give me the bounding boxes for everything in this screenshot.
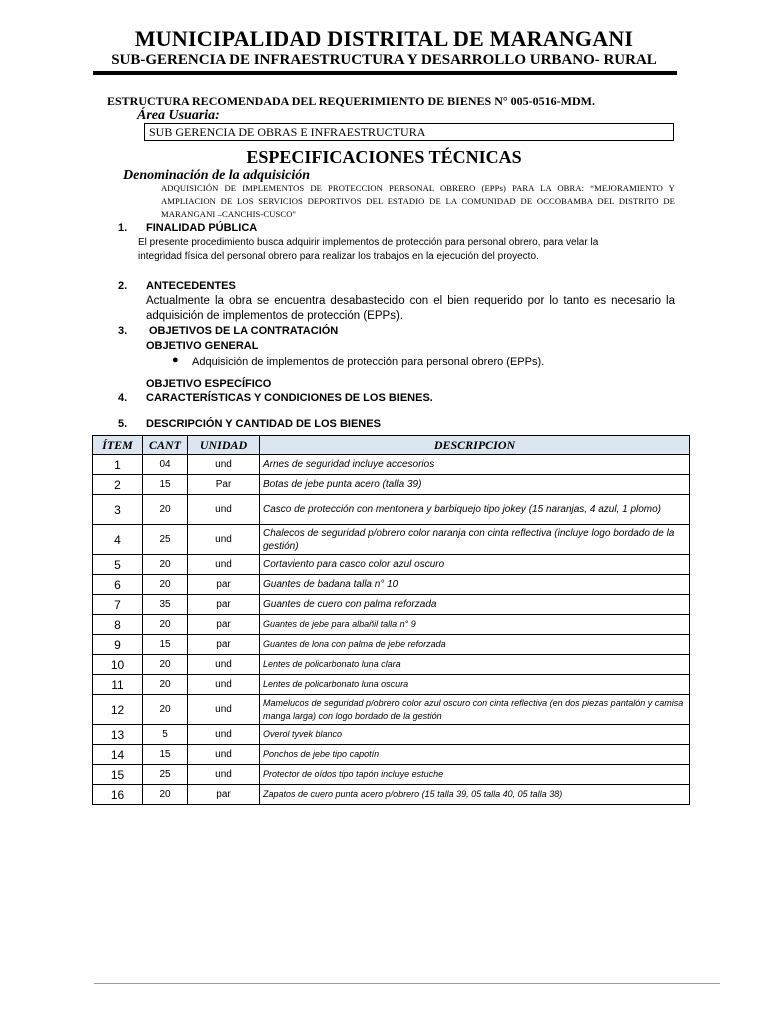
denomination-label: Denominación de la adquisición [123, 168, 311, 183]
document-subtitle: SUB-GERENCIA DE INFRAESTRUCTURA Y DESARROLLO URBANO- RURAL [111, 52, 657, 68]
denomination-text: ADQUISICIÓN DE IMPLEMENTOS DE PROTECCION PERSONAL OBRERO (EPPs) PARA LA OBRA: “MEJORAMIENTO Y AMPLIACION DE LOS SERVICIOS DEPORTIVOS DEL ESTADIO DE LA COMUNIDAD DE OCCOBAMBA DEL DISTRITO DE MARANGANI –CANCHIS-CUSCO" [161, 183, 675, 219]
cant-cell: 20 [143, 495, 188, 525]
desc-cell: Lentes de policarbonato luna clara [260, 655, 690, 675]
cant-cell: 15 [143, 745, 188, 765]
header-rule [93, 71, 677, 75]
unit-cell: und [188, 525, 260, 555]
item-cell: 15 [93, 765, 143, 785]
table-row [93, 655, 690, 675]
table-row [93, 615, 690, 635]
desc-cell: Botas de jebe punta acero (talla 39) [260, 475, 690, 495]
cant-cell: 20 [143, 785, 188, 805]
table-row [93, 635, 690, 655]
item-cell: 10 [93, 655, 143, 675]
section-5-title: DESCRIPCIÓN Y CANTIDAD DE LOS BIENES [146, 418, 381, 430]
desc-cell: Guantes de badana talla n° 10 [260, 575, 690, 595]
table-header-row [93, 436, 690, 455]
desc-cell: Guantes de lona con palma de jebe reforzada [260, 635, 690, 655]
cant-cell: 20 [143, 555, 188, 575]
header-cant: CANT [143, 436, 188, 455]
item-cell: 1 [93, 455, 143, 475]
unit-cell: und [188, 675, 260, 695]
area-box [144, 123, 674, 141]
item-cell: 6 [93, 575, 143, 595]
item-cell: 11 [93, 675, 143, 695]
unit-cell: und [188, 495, 260, 525]
unit-cell: Par [188, 475, 260, 495]
section-2-text: Actualmente la obra se encuentra desabastecido con el bien requerido por lo tanto es necesario la adquisición de implementos de protección (EPPs). [146, 295, 675, 322]
area-label: Área Usuaria: [137, 108, 220, 123]
unit-cell: par [188, 615, 260, 635]
section-2-title: ANTECEDENTES [146, 280, 236, 292]
cant-cell: 20 [143, 655, 188, 675]
item-cell: 14 [93, 745, 143, 765]
cant-cell: 5 [143, 725, 188, 745]
item-cell: 8 [93, 615, 143, 635]
unit-cell: par [188, 575, 260, 595]
header-unidad: UNIDAD [188, 436, 260, 455]
header-item: ÍTEM [93, 436, 143, 455]
unit-cell: par [188, 595, 260, 615]
table-row [93, 495, 690, 525]
cant-cell: 20 [143, 675, 188, 695]
table-row [93, 785, 690, 805]
cant-cell: 20 [143, 615, 188, 635]
section-1-text: El presente procedimiento busca adquirir implementos de protección para personal obrero, para velar la integridad física del personal obrero para realizar los trabajos en la ejecución del proyecto. [138, 237, 599, 262]
item-cell: 3 [93, 495, 143, 525]
item-cell: 5 [93, 555, 143, 575]
table-row [93, 745, 690, 765]
unit-cell: und [188, 455, 260, 475]
unit-cell: und [188, 555, 260, 575]
item-cell: 16 [93, 785, 143, 805]
section-4-title: CARACTERÍSTICAS Y CONDICIONES DE LOS BIENES. [146, 392, 433, 404]
cant-cell: 20 [143, 695, 188, 725]
cant-cell: 04 [143, 455, 188, 475]
section-1-number: 1. [118, 222, 128, 234]
table-row [93, 525, 690, 555]
item-cell: 7 [93, 595, 143, 615]
bullet-icon: ● [172, 354, 179, 366]
section-2-number: 2. [118, 280, 128, 292]
table-row [93, 555, 690, 575]
section-5-number: 5. [118, 418, 128, 430]
cant-cell: 15 [143, 475, 188, 495]
desc-cell: Guantes de jebe para albañil talla n° 9 [260, 615, 690, 635]
cant-cell: 25 [143, 765, 188, 785]
header-descripcion: DESCRIPCION [260, 436, 690, 455]
section-4-number: 4. [118, 392, 128, 404]
desc-cell: Arnes de seguridad incluye accesorios [260, 455, 690, 475]
unit-cell: und [188, 695, 260, 725]
unit-cell: und [188, 765, 260, 785]
section-3-title: OBJETIVOS DE LA CONTRATACIÓN [149, 325, 339, 337]
table-row [93, 475, 690, 495]
unit-cell: und [188, 745, 260, 765]
desc-cell: Protector de oídos tipo tapón incluye estuche [260, 765, 690, 785]
general-objective-text: Adquisición de implementos de protección para personal obrero (EPPs). [192, 356, 545, 368]
desc-cell: Chalecos de seguridad p/obrero color naranja con cinta reflectiva (incluye logo bordado de la gestión) [260, 525, 690, 555]
table-row [93, 765, 690, 785]
table-row [93, 675, 690, 695]
section-3-number: 3. [118, 325, 128, 337]
item-cell: 2 [93, 475, 143, 495]
specific-objective-label: OBJETIVO ESPECÍFICO [146, 378, 272, 390]
cant-cell: 15 [143, 635, 188, 655]
cant-cell: 20 [143, 575, 188, 595]
item-cell: 12 [93, 695, 143, 725]
desc-cell: Zapatos de cuero punta acero p/obrero (15 talla 39, 05 talla 40, 05 talla 38) [260, 785, 690, 805]
unit-cell: und [188, 725, 260, 745]
table-row [93, 575, 690, 595]
table-row [93, 455, 690, 475]
desc-cell: Cortaviento para casco color azul oscuro [260, 555, 690, 575]
item-cell: 13 [93, 725, 143, 745]
unit-cell: par [188, 635, 260, 655]
requirement-line: ESTRUCTURA RECOMENDADA DEL REQUERIMIENTO DE BIENES N° 005-0516-MDM. [107, 94, 595, 108]
item-cell: 4 [93, 525, 143, 555]
table-row [93, 595, 690, 615]
desc-cell: Casco de protección con mentonera y barbiquejo tipo jokey (15 naranjas, 4 azul, 1 plomo) [260, 495, 690, 525]
desc-cell: Mamelucos de seguridad p/obrero color azul oscuro con cinta reflectiva (en dos piezas pantalón y camisa manga larga) con logo bordado de la gestión [260, 695, 690, 725]
spec-title: ESPECIFICACIONES TÉCNICAS [246, 147, 522, 167]
desc-cell: Ponchos de jebe tipo capotín [260, 745, 690, 765]
item-cell: 9 [93, 635, 143, 655]
desc-cell: Overol tyvek blanco [260, 725, 690, 745]
cant-cell: 25 [143, 525, 188, 555]
section-1-title: FINALIDAD PÚBLICA [146, 222, 258, 234]
unit-cell: und [188, 655, 260, 675]
table-row [93, 725, 690, 745]
general-objective-label: OBJETIVO GENERAL [146, 340, 259, 352]
table-row [93, 695, 690, 725]
area-value: SUB GERENCIA DE OBRAS E INFRAESTRUCTURA [149, 125, 426, 139]
document-title: MUNICIPALIDAD DISTRITAL DE MARANGANI [134, 26, 634, 51]
desc-cell: Lentes de policarbonato luna oscura [260, 675, 690, 695]
items-table [92, 435, 690, 805]
desc-cell: Guantes de cuero con palma reforzada [260, 595, 690, 615]
unit-cell: par [188, 785, 260, 805]
cant-cell: 35 [143, 595, 188, 615]
footer-rule [94, 983, 720, 984]
